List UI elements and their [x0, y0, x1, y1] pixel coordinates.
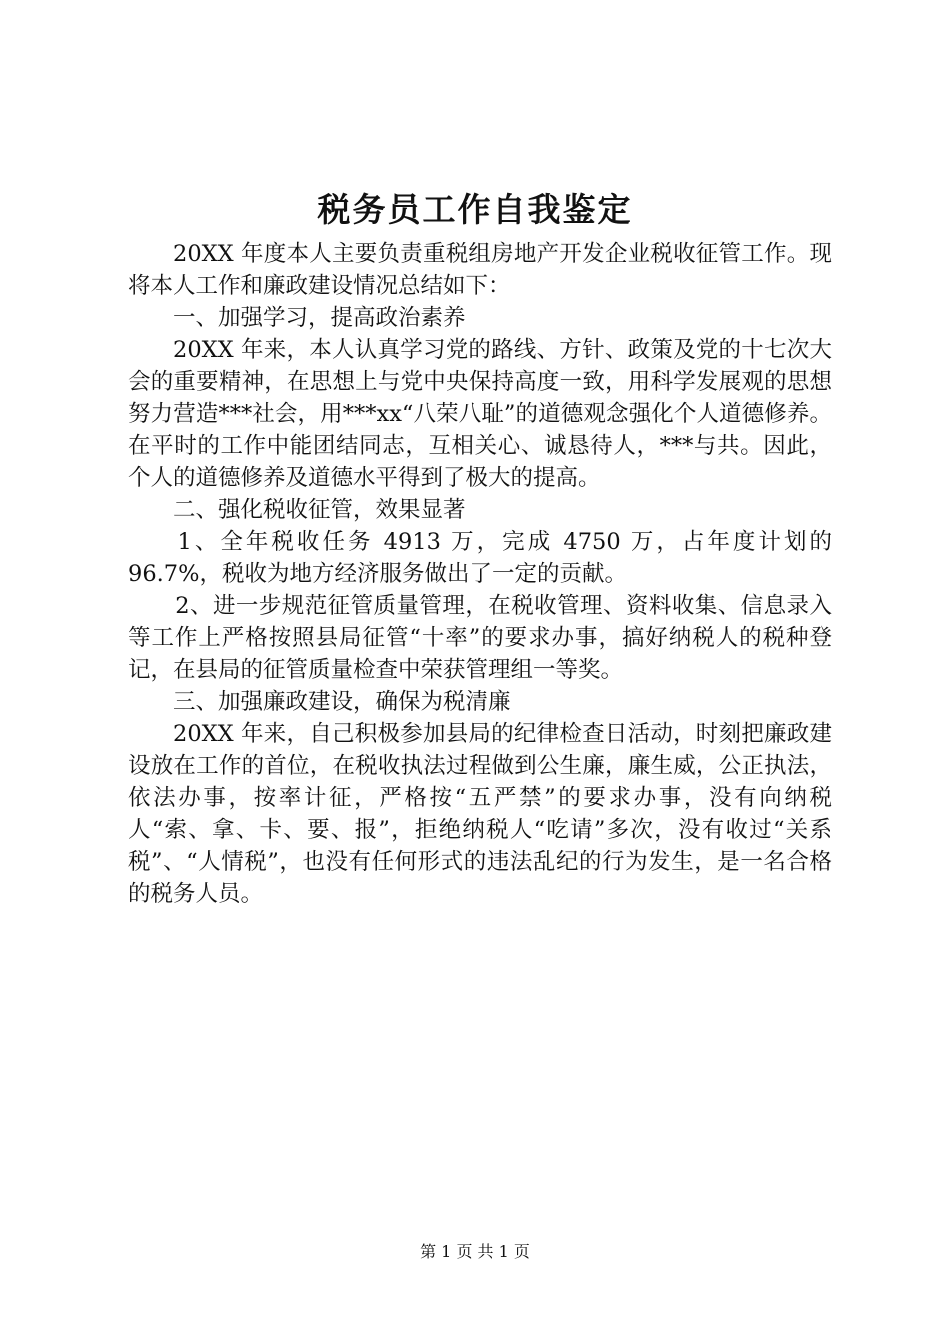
- page-footer: 第 1 页 共 1 页: [420, 1242, 530, 1261]
- section-2-item-1: 1、全年税收任务 4913 万，完成 4750 万，占年度计划的 96.7%，税收为地方经济服务做出了一定的贡献。: [128, 529, 832, 587]
- document-title: 税务员工作自我鉴定: [317, 190, 633, 229]
- section-3-paragraph: 20XX 年来，自己积极参加县局的纪律检查日活动，时刻把廉政建设放在工作的首位，在税收执法过程做到公生廉，廉生威，公正执法，依法办事，按率计征，严格按“五严禁”的要求办事，没有向纳税人“索、拿、卡、要、报”，拒绝纳税人“吃请”多次，没有收过“关系税”、“人情税”，也没有任何形式的违法乱纪的行为发生，是一名合格的税务人员。: [128, 721, 832, 907]
- section-heading-1: 一、加强学习，提高政治素养: [173, 305, 466, 331]
- document-body: [128, 238, 832, 910]
- section-heading-2: 二、强化税收征管，效果显著: [173, 497, 466, 523]
- section-heading-3: 三、加强廉政建设，确保为税清廉: [173, 689, 511, 715]
- section-1-paragraph: 20XX 年来，本人认真学习党的路线、方针、政策及党的十七次大会的重要精神，在思想上与党中央保持高度一致，用科学发展观的思想努力营造***社会，用***xx“八荣八耻”的道德观念强化个人道德修养。在平时的工作中能团结同志，互相关心、诚恳待人，***与共。因此，个人的道德修养及道德水平得到了极大的提高。: [128, 337, 832, 491]
- section-2-item-2: 2、进一步规范征管质量管理，在税收管理、资料收集、信息录入等工作上严格按照县局征管“十率”的要求办事，搞好纳税人的税种登记，在县局的征管质量检查中荣获管理组一等奖。: [128, 593, 832, 683]
- intro-paragraph: 20XX 年度本人主要负责重税组房地产开发企业税收征管工作。现将本人工作和廉政建设情况总结如下：: [128, 241, 832, 299]
